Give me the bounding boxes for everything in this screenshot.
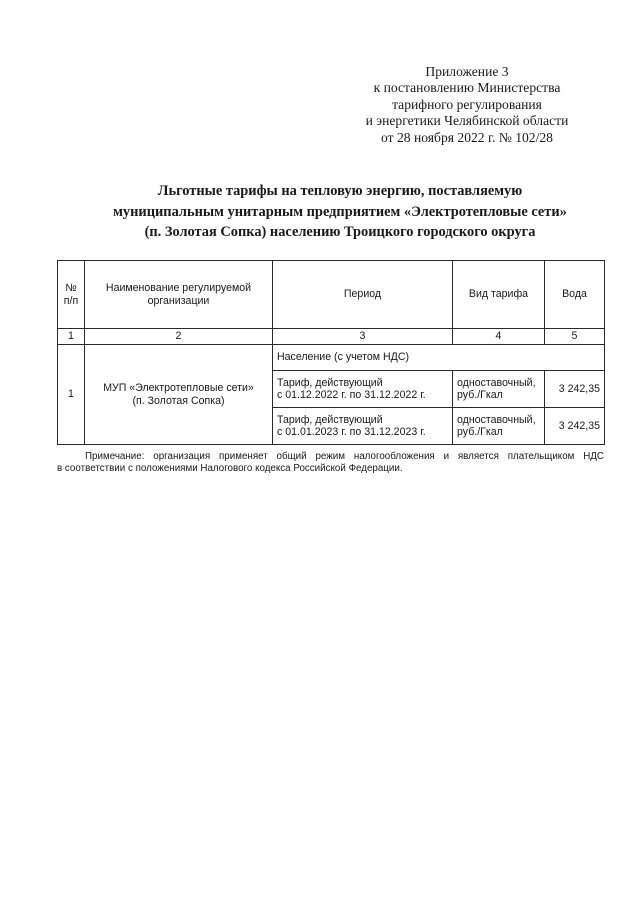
row-tariff-type: одноставочный, руб./Гкал: [453, 371, 545, 408]
appendix-line: от 28 ноября 2022 г. № 102/28: [381, 129, 553, 145]
header-water: Вода: [545, 261, 605, 329]
column-number: 3: [273, 329, 453, 345]
header-period: Период: [273, 261, 453, 329]
table-header-row: [58, 261, 605, 329]
column-number: 4: [453, 329, 545, 345]
document-title: [40, 181, 640, 243]
row-tariff-type: одноставочный, руб./Гкал: [453, 408, 545, 445]
row-value: 3 242,35: [545, 371, 605, 408]
title-line: муниципальным унитарным предприятием «Электротепловые сети»: [113, 203, 567, 220]
column-number: 2: [85, 329, 273, 345]
appendix-line: и энергетики Челябинской области: [365, 113, 569, 129]
row-value: 3 242,35: [545, 408, 605, 445]
tariff-table: [57, 260, 605, 445]
title-line: (п. Золотая Сопка) населению Троицкого городского округа: [144, 224, 536, 240]
appendix-line: тарифного регулирования: [392, 96, 542, 112]
note-line: в соответствии с положениями Налогового кодекса Российской Федерации.: [57, 463, 403, 474]
note: [57, 451, 604, 475]
row-period: Тариф, действующий с 01.01.2023 г. по 31.12.2023 г.: [273, 408, 453, 445]
appendix-line: к постановлению Министерства: [373, 80, 561, 96]
note-line: Примечание: организация применяет общий режим налогообложения и является плательщиком НДС: [85, 451, 604, 462]
row-organization: МУП «Электротепловые сети» (п. Золотая Сопка): [85, 345, 273, 445]
row-period: Тариф, действующий с 01.12.2022 г. по 31.12.2022 г.: [273, 371, 453, 408]
header-number: № п/п: [58, 261, 85, 329]
column-numbers-row: [58, 329, 605, 345]
appendix-block: [350, 64, 584, 146]
header-tariff-type: Вид тарифа: [453, 261, 545, 329]
column-number: 5: [545, 329, 605, 345]
header-organization: Наименование регулируемой организации: [85, 261, 273, 329]
row-number: 1: [58, 345, 85, 445]
column-number: 1: [58, 329, 85, 345]
table-row: [58, 345, 605, 371]
appendix-line: Приложение 3: [425, 64, 509, 79]
row-group-label: Население (с учетом НДС): [273, 345, 605, 371]
title-line: Льготные тарифы на тепловую энергию, поставляемую: [157, 183, 523, 199]
